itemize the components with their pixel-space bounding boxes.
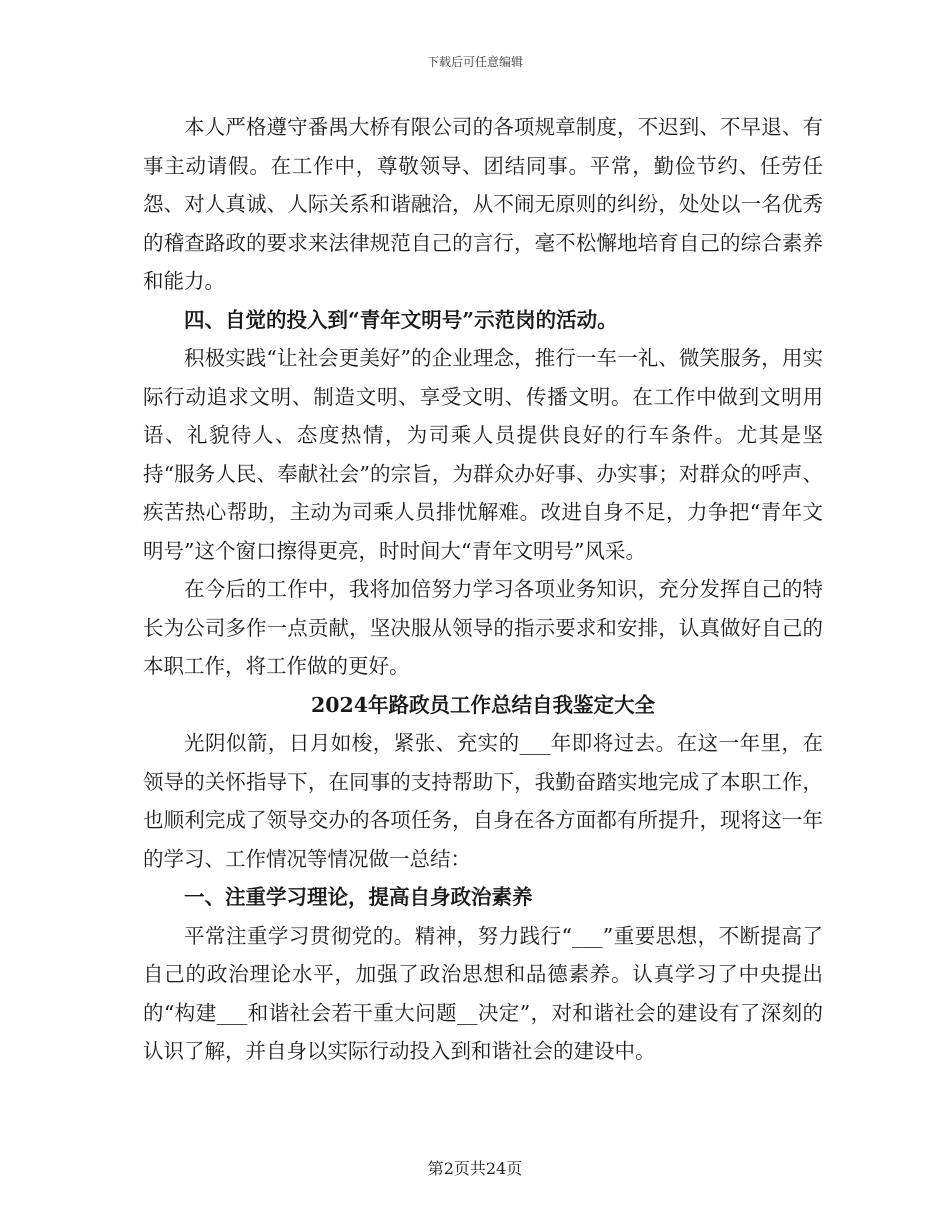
document-title: 2024年路政员工作总结自我鉴定大全 xyxy=(310,692,656,717)
section-heading-four: 四、自觉的投入到“青年文明号”示范岗的活动。 xyxy=(184,307,618,332)
paragraph-theory-study: 平常注重学习贯彻党的。精神，努力践行“___”重要思想，不断提高了自己的政治理论水平，加强了政治思想和品德素养。认真学习了中央提出的“构建___和谐社会若干重大问题__决定”，对和谐社会的建设有了深刻的认识了解，并自身以实际行动投入到和谐社会的建设中。 xyxy=(143,923,823,1063)
page-number: 第2页共24页 xyxy=(427,1159,523,1178)
paragraph-intro: 光阴似箭，日月如梭，紧张、充实的___年即将过去。在这一年里，在领导的关怀指导下，在同事的支持帮助下，我勤奋踏实地完成了本职工作，也顺利完成了领导交办的各项任务，自身在各方面都有所提升，现将这一年的学习、工作情况等情况做一总结： xyxy=(143,731,823,871)
section-heading-one: 一、注重学习理论，提高自身政治素养 xyxy=(184,885,533,909)
paragraph-future-work: 在今后的工作中，我将加倍努力学习各项业务知识，充分发挥自己的特长为公司多作一点贡献，坚决服从领导的指示要求和安排，认真做好自己的本职工作，将工作做的更好。 xyxy=(143,577,823,678)
document-body xyxy=(143,108,823,1071)
paragraph-conduct: 本人严格遵守番禺大桥有限公司的各项规章制度，不迟到、不早退、有事主动请假。在工作中，尊敬领导、团结同事。平常，勤俭节约、任劳任怨、对人真诚、人际关系和谐融洽，从不闹无原则的纠纷，处处以一名优秀的稽查路政的要求来法律规范自己的言行，毫不松懈地培育自己的综合素养和能力。 xyxy=(143,115,823,293)
page-header-note: 下载后可任意编辑 xyxy=(426,55,523,69)
paragraph-civilization: 积极实践“让社会更美好”的企业理念，推行一车一礼、微笑服务，用实际行动追求文明、制造文明、享受文明、传播文明。在工作中做到文明用语、礼貌待人、态度热情，为司乘人员提供良好的行车条件。尤其是坚持“服务人民、奉献社会”的宗旨，为群众办好事、办实事；对群众的呼声、疾苦热心帮助，主动为司乘人员排忧解难。改进自身不足，力争把“青年文明号”这个窗口擦得更亮，时时间大“青年文明号”风采。 xyxy=(143,346,823,563)
